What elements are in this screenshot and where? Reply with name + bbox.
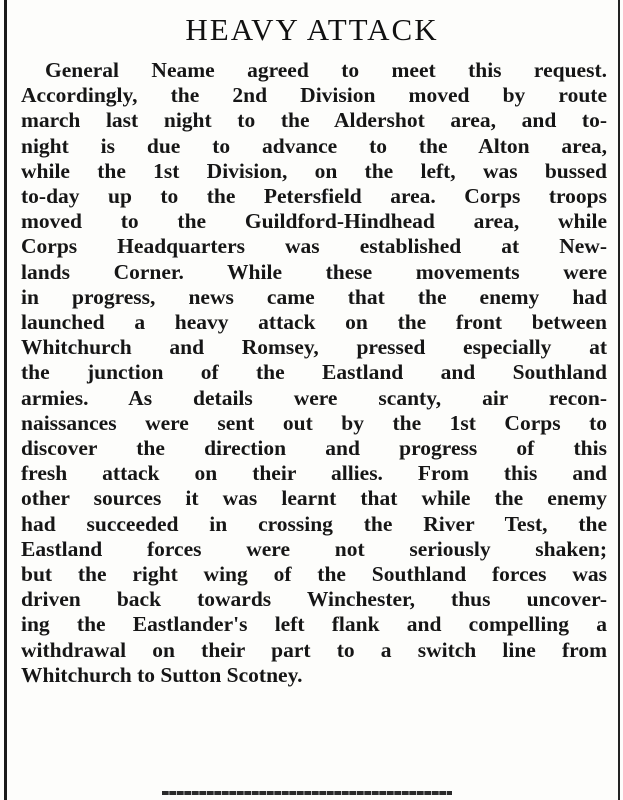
article-line: while the 1st Division, on the left, was bussed [21,158,607,183]
article-line: in progress, news came that the enemy had [21,284,607,309]
right-column-rule [618,0,620,800]
article-line: had succeeded in crossing the River Test, the [21,511,607,536]
article-line: march last night to the Aldershot area, and to- [21,108,607,133]
article-body [21,58,607,688]
article-line: fresh attack on their allies. From this and [21,461,607,486]
article-line: discover the direction and progress of this [21,436,607,461]
article-line: moved to the Guildford-Hindhead area, while [21,209,607,234]
article-line: Whitchurch and Romsey, pressed especially at [21,335,607,360]
article-line: naissances were sent out by the 1st Corps to [21,410,607,435]
cut-off-next-line [162,787,462,800]
article-line: to-day up to the Petersfield area. Corps troops [21,184,607,209]
article-line: armies. As details were scanty, air recon- [21,385,607,410]
article-line: but the right wing of the Southland forces was [21,562,607,587]
article-line: the junction of the Eastland and Southland [21,360,607,385]
article-line: withdrawal on their part to a switch line from [21,637,607,662]
article-line: launched a heavy attack on the front between [21,310,607,335]
article-line: lands Corner. While these movements were [21,259,607,284]
article-line: Accordingly, the 2nd Division moved by route [21,83,607,108]
article-line: other sources it was learnt that while the enemy [21,486,607,511]
article-headline: HEAVY ATTACK [185,12,439,47]
article-line: Whitchurch to Sutton Scotney. [21,662,303,687]
article-line: Eastland forces were not seriously shaken; [21,536,607,561]
article-line: ing the Eastlander's left flank and compelling a [21,612,607,637]
article-line: night is due to advance to the Alton area, [21,133,607,158]
left-column-rule [4,0,7,800]
article-line: General Neame agreed to meet this request. [45,58,607,82]
article-line: Corps Headquarters was established at New- [21,234,607,259]
article-line: driven back towards Winchester, thus uncover- [21,587,607,612]
